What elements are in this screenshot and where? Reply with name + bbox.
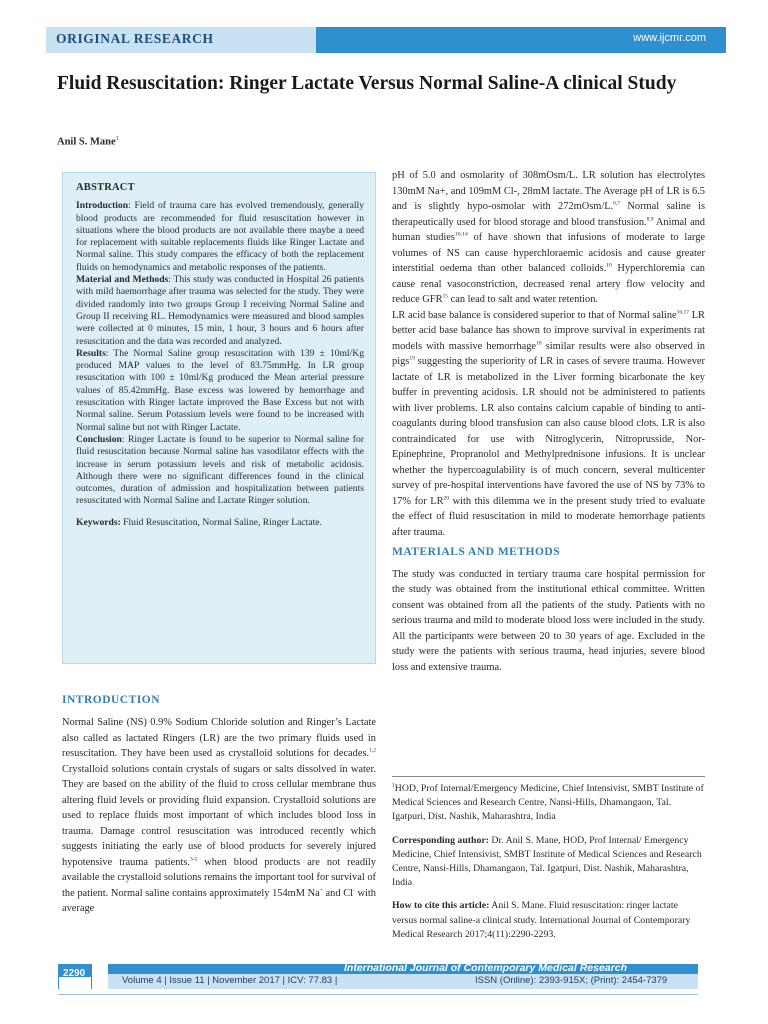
- text-run: similar results were also observed in pigs: [392, 340, 705, 367]
- text-run: suggesting the superiority of LR in cases of severe trauma. However lactate of LR is metabolized in the Liver forming bicarbonate the key buffer in preventing acidosis. LR should not be administered to patients with liver problems. LR also contains calcium capable of binding to anti-coagulants during blood transfusion can also cause blood clots. LR is also contraindicated for use with Nitroglycerin, Nitroprusside, Nor-Epinephrine, Propranolol and Methylprednisone infusions. It is unclear whether the hypercoagulability is of much concern, several multicenter survey of pre-hospital interventions have favored the use of NS by 73% to 17% for LR: [392, 356, 705, 507]
- citation-ref[interactable]: 18: [536, 340, 542, 347]
- abstract-conclusion-label: Conclusion: [76, 433, 122, 445]
- right-column-body: [392, 168, 705, 675]
- footer-journal-name: International Journal of Contemporary Medical Research: [344, 962, 627, 974]
- page-number: 2290: [63, 968, 86, 979]
- citation-ref[interactable]: 15: [442, 293, 448, 300]
- section-label: ORIGINAL RESEARCH: [56, 31, 214, 46]
- cite-text: Anil S. Mane. Fluid resuscitation: ringer lactate versus normal saline-a clinical study. International Journal of Contemporary Medical Research 2017;4(11):2290-2293.: [392, 900, 691, 940]
- materials-methods-heading: MATERIALS AND METHODS: [392, 546, 561, 558]
- corresponding-author-note: [392, 834, 705, 891]
- abstract-conclusion-text: : Ringer Lactate is found to be superior to Normal saline for fluid resuscitation because Normal saline has vasodilator effects with the increase in serum potassium levels and risk of metabolic acidosis. Although there were no significant differences found in the clinical outcomes, duration of admission and hospitalization between patients resuscitated with Normal Saline and Lactate Ringer solution.: [76, 433, 364, 507]
- text-run: Crystalloid solutions contain crystals of sugars or salts dissolved in water. They are based on the ability of the fluid to cross cellular membrane thus altering fluid levels or providing fluid expansion. Crystalloid solutions are used to replace fluids most important of which includes blood loss in trauma. Damage control resuscitation was introduced recently which suggests initiating the early use of blood products for severely injured hypotensive trauma patients.: [62, 763, 376, 868]
- journal-url[interactable]: www.ijcmr.com: [633, 32, 706, 44]
- affiliation-text: HOD, Prof Internal/Emergency Medicine, Chief Intensivist, SMBT Institute of Medical Sciences and Research Centre, Nansi-Hills, Dhamangaon, Tal. Igatpuri, Dist. Nashik, Maharashtra, India: [392, 783, 704, 823]
- text-run: Normal Saline (NS) 0.9% Sodium Chloride solution and Ringer’s Lactate also called as lactated Ringers (LR) are the two primary fluids used in resuscitation. They have been used as crystalloid solutions for decades.: [62, 717, 376, 759]
- corresponding-text: Dr. Anil S. Mane, HOD, Prof Internal/ Emergency Medicine, Chief Intensivist, SMBT Institute of Medical Sciences and Research Centre, Nansi-Hills, Dhamangaon, Tal. Igatpuri, Dist. Nashik, Maharashtra, India: [392, 834, 702, 889]
- citation-note: [392, 899, 705, 942]
- citation-ref[interactable]: 16,17: [676, 309, 690, 316]
- author-affil-marker: 1: [115, 136, 119, 142]
- citation-ref[interactable]: 6,7: [613, 200, 621, 207]
- article-title: Fluid Resuscitation: Ringer Lactate Versus Normal Saline-A clinical Study: [57, 73, 677, 94]
- citation-ref[interactable]: 19: [409, 355, 415, 362]
- text-run: pH of 5.0 and osmolarity of 308mOsm/L. LR solution has electrolytes 130mM Na+, and 109mM Cl-, 28mM lactate. The Average pH of LR is 6.5 and is slightly hypo-osmolar with 272mOsm/L.: [392, 170, 705, 212]
- text-run: can lead to salt and water retention.: [448, 294, 599, 305]
- body-paragraph: [392, 168, 705, 308]
- corresponding-label: Corresponding author:: [392, 834, 489, 846]
- citation-ref[interactable]: 3-5: [189, 856, 198, 863]
- footnotes: [392, 782, 705, 951]
- abstract-methods-text: : This study was conducted in Hospital 26 patients with mild haemorrhage after trauma was selected for the study. They were divided randomly into two groups Group I receiving Normal Saline and Group II receiving RL. Hemodynamics were measured and blood samples were collected at 0 minutes, 15 min, 1 hour, 3 hours and 6 hours after resuscitation and the data was recorded and analyzed.: [76, 274, 364, 347]
- footer-issn: ISSN (Online): 2393-915X; (Print): 2454-7379: [475, 975, 668, 986]
- page-number-badge: [58, 964, 92, 989]
- text-run: LR better acid base balance has shown to improve survival in experiments rat models with massive hemorrhage: [392, 309, 705, 352]
- text-run: with this dilemma we in the present study tried to evaluate the effect of fluid resuscitation in mild to moderate hemorrhage patients after trauma.: [392, 495, 705, 538]
- citation-ref[interactable]: 20: [443, 495, 450, 502]
- text-run: when blood products are not readily available the crystalloid solutions remains the important tool for survival of the patient. Normal saline contains approximately 154mM Na: [62, 856, 376, 899]
- keywords-text: Fluid Resuscitation, Normal Saline, Ringer Lactate.: [120, 516, 322, 528]
- text-run: LR acid base balance is considered superior to that of Normal saline: [392, 309, 677, 321]
- text-run: and Cl: [322, 887, 354, 899]
- cite-label: How to cite this article:: [392, 900, 490, 912]
- text-run: Normal saline is therapeutically used for blood storage and blood transfusion.: [392, 201, 705, 228]
- abstract-heading: ABSTRACT: [76, 182, 135, 193]
- abstract-methods-label: Material and Methods: [76, 274, 169, 286]
- superscript-charge: -: [353, 887, 355, 894]
- footer-rule: [58, 994, 698, 995]
- footer-volume-info: Volume 4 | Issue 11 | November 2017 | ICV: 77.83 |: [122, 975, 338, 986]
- abstract-intro-label: Introduction: [76, 200, 129, 212]
- abstract-body: [76, 182, 364, 529]
- abstract-introduction: [76, 200, 364, 274]
- citation-ref[interactable]: 1,2: [369, 747, 376, 754]
- header-section-tab: [46, 27, 316, 53]
- keywords-label: Keywords:: [76, 516, 121, 528]
- author-line: [57, 136, 119, 148]
- footnote-divider: [392, 776, 705, 777]
- superscript-charge: +: [319, 887, 323, 894]
- methods-paragraph: The study was conducted in tertiary trauma care hospital permission for the study was obtained from the institutional ethical committee. Written consent was obtained from all the patients of the study. Patients with no serious trauma and mild to moderate blood loss were included in the study. All the participants were between 20 to 30 years of age. Excluded in the study were the patients with serious trauma, head injuries, severe blood loss and extensive trauma.: [392, 568, 705, 673]
- text-run: Animal and human studies: [392, 216, 706, 243]
- abstract-results-label: Results: [76, 347, 106, 359]
- citation-ref[interactable]: 10: [606, 262, 612, 269]
- affiliation-note: [392, 782, 705, 825]
- text-run: Hyperchloremia can cause renal vasoconstriction, decreased renal artery flow velocity and reduce GFR: [392, 263, 706, 305]
- abstract-methods: [76, 274, 364, 348]
- abstract-results-text: : The Normal Saline group resuscitation with 139 ± 10ml/Kg produced MAP values to the level of 83.75mmHg. In LR group resuscitation with 100 ± 10ml/Kg produced the Mean arterial pressure values of 85.42mmHg. Base excess was lowered by hemorrhage and resuscitation with Ringer lactate improved the Base Excess but not with Normal saline. Serum Potassium levels were found to be increased with Normal saline but not with Ringer Lactate.: [76, 347, 364, 433]
- introduction-heading: INTRODUCTION: [62, 694, 161, 706]
- text-run: of have shown that infusions of moderate to large volumes of NS can cause hyperchloraemic acidosis and cause greater interstitial oedema than other balanced colloids.: [392, 232, 706, 274]
- author-name: Anil S. Mane: [57, 136, 116, 148]
- abstract-results: [76, 348, 364, 434]
- abstract-intro-text: : Field of trauma care has evolved tremendously, generally blood products are recommended for fluid resuscitation however in situations where the blood products are not available there maybe a need for replacement with suitable replacements fluids like Ringer Lactate and Normal saline. This study compares the efficacy of both the replacement fluids on hemodynamics and metabolic responses of the patients.: [76, 200, 364, 273]
- body-paragraph: [392, 308, 705, 541]
- abstract-keywords: [76, 517, 364, 529]
- citation-ref[interactable]: 8,9: [646, 216, 654, 223]
- introduction-paragraph: [62, 715, 376, 917]
- affiliation-marker: 1: [392, 782, 395, 789]
- text-run: with average: [62, 887, 376, 914]
- abstract-box: [62, 172, 376, 664]
- citation-ref[interactable]: 10-14: [454, 231, 468, 238]
- abstract-conclusion: [76, 434, 364, 508]
- introduction-body: [62, 715, 376, 917]
